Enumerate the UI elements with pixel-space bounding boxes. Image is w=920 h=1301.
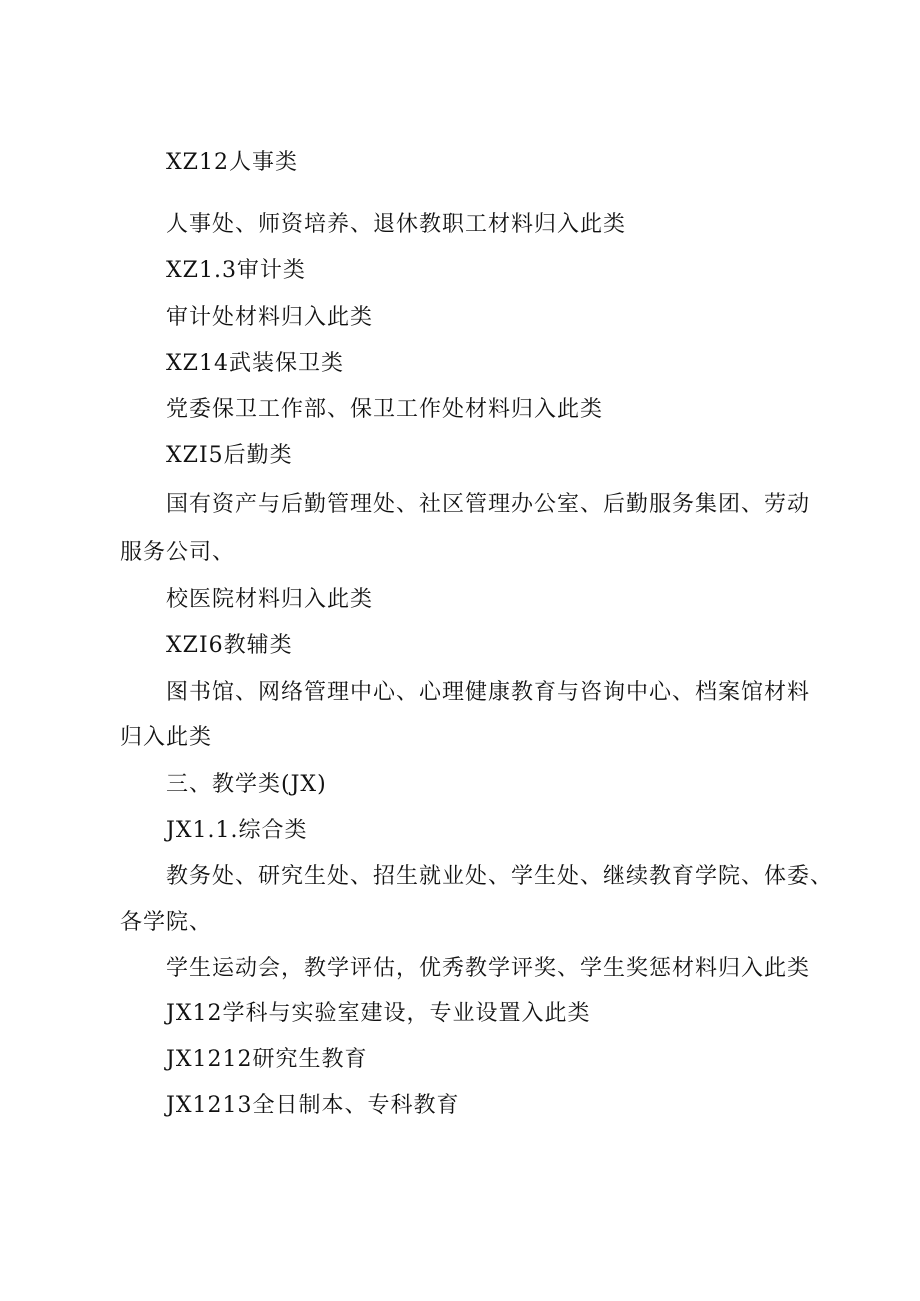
- paragraph-continuation: 各学院、: [120, 910, 213, 935]
- section-heading: XZI5后勤类: [166, 443, 293, 468]
- paragraph: 审计处材料归入此类: [166, 305, 374, 330]
- chapter-heading: 三、教学类(JX): [166, 772, 327, 797]
- section-heading: JX1.1.综合类: [166, 818, 308, 843]
- paragraph: 人事处、师资培养、退休教职工材料归入此类: [166, 212, 627, 237]
- paragraph: 教务处、研究生处、招生就业处、学生处、继续教育学院、体委、: [166, 864, 834, 889]
- section-heading: JX1212研究生教育: [166, 1047, 368, 1072]
- paragraph: 党委保卫工作部、保卫工作处材料归入此类: [166, 397, 604, 422]
- section-heading: JX12学科与实验室建设，专业设置入此类: [166, 1001, 591, 1026]
- paragraph: 国有资产与后勤管理处、社区管理办公室、后勤服务集团、劳动: [166, 492, 811, 517]
- paragraph: 图书馆、网络管理中心、心理健康教育与咨询中心、档案馆材料: [166, 680, 811, 705]
- section-heading: JX1213全日制本、专科教育: [166, 1093, 460, 1118]
- section-heading: XZI6教辅类: [166, 633, 293, 658]
- paragraph: 校医院材料归入此类: [166, 587, 374, 612]
- paragraph: 学生运动会，教学评估，优秀教学评奖、学生奖惩材料归入此类: [166, 956, 811, 981]
- paragraph-continuation: 归入此类: [120, 725, 213, 750]
- section-heading: XZ12人事类: [166, 150, 298, 175]
- section-heading: XZ14武装保卫类: [166, 351, 344, 376]
- section-heading: XZ1.3审计类: [166, 258, 306, 283]
- paragraph-continuation: 服务公司、: [120, 540, 236, 565]
